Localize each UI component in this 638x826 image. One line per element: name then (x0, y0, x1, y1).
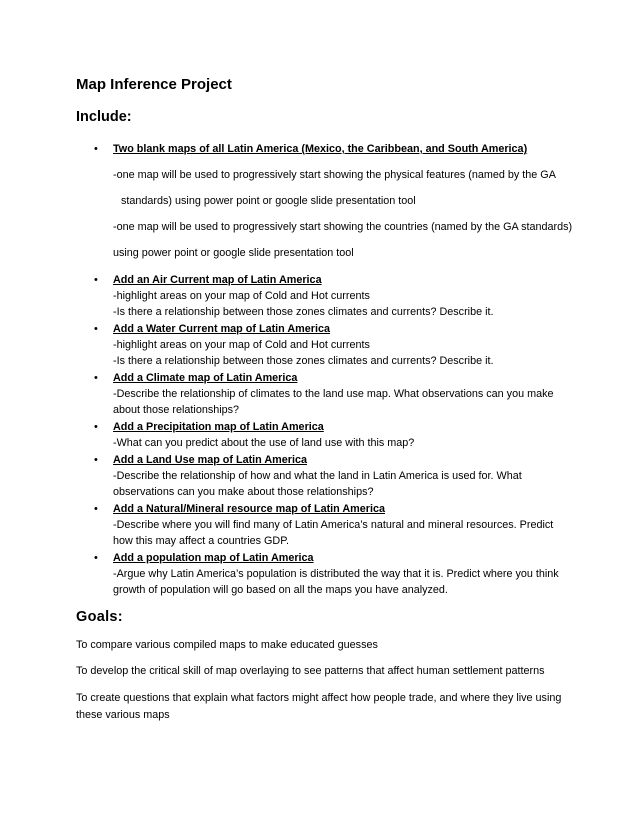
bullet-icon: • (94, 503, 98, 515)
list-item-text: standards) using power point or google slide presentation tool (121, 195, 416, 207)
list-item-text: using power point or google slide presentation tool (113, 247, 354, 259)
bullet-icon: • (94, 274, 98, 286)
list-item-body (113, 141, 573, 261)
list-item-text: -Argue why Latin America’s population is distributed the way that it is. Predict where you think (113, 568, 559, 580)
document-title: Map Inference Project (76, 76, 232, 93)
list-item-text: -Describe where you will find many of Latin America’s natural and mineral resources. Predict (113, 519, 554, 531)
list-item-body (113, 501, 573, 549)
list-item-text: -Describe the relationship of how and what the land in Latin America is used for. What (113, 470, 522, 482)
goal-text: To create questions that explain what factors might affect how people trade, and where they live using (76, 692, 562, 704)
list-item-heading: Add an Air Current map of Latin America (113, 274, 322, 286)
list-item-body (113, 321, 573, 369)
list-item-body (113, 272, 573, 320)
list-item-text: growth of population will go based on all the maps you have analyzed. (113, 584, 448, 596)
list-item-text: -highlight areas on your map of Cold and Hot currents (113, 290, 370, 302)
list-item-body (113, 452, 573, 500)
bullet-icon: • (94, 454, 98, 466)
list-item-text: -Is there a relationship between those zones climates and currents? Describe it. (113, 306, 494, 318)
list-item-text: -What can you predict about the use of land use with this map? (113, 437, 415, 449)
goal-text: these various maps (76, 709, 170, 721)
list-item-text: -highlight areas on your map of Cold and Hot currents (113, 339, 370, 351)
include-heading: Include: (76, 109, 132, 125)
list-item-heading: Add a Land Use map of Latin America (113, 454, 307, 466)
bullet-icon: • (94, 372, 98, 384)
list-item-body (113, 370, 573, 418)
list-item-heading: Add a population map of Latin America (113, 552, 314, 564)
bullet-icon: • (94, 143, 98, 155)
goal-text: To develop the critical skill of map overlaying to see patterns that affect human settlement patterns (76, 665, 545, 677)
list-item-text: -one map will be used to progressively start showing the physical features (named by the GA (113, 169, 556, 181)
goals-heading: Goals: (76, 609, 123, 625)
list-item-heading: Add a Water Current map of Latin America (113, 323, 330, 335)
list-item-heading: Add a Precipitation map of Latin America (113, 421, 324, 433)
bullet-icon: • (94, 552, 98, 564)
list-item-text: how this may affect a countries GDP. (113, 535, 290, 547)
list-item-text: -Is there a relationship between those zones climates and currents? Describe it. (113, 355, 494, 367)
list-item-heading: Add a Climate map of Latin America (113, 372, 298, 384)
list-item-heading: Add a Natural/Mineral resource map of Latin America (113, 503, 385, 515)
list-item-heading: Two blank maps of all Latin America (Mexico, the Caribbean, and South America) (113, 143, 528, 155)
list-item-text: about those relationships? (113, 404, 240, 416)
list-item-body (113, 419, 573, 451)
list-item-text: observations can you make about those relationships? (113, 486, 374, 498)
list-item-body (113, 550, 573, 598)
bullet-icon: • (94, 323, 98, 335)
bullet-icon: • (94, 421, 98, 433)
goal-text: To compare various compiled maps to make educated guesses (76, 639, 378, 651)
list-item-text: -Describe the relationship of climates to the land use map. What observations can you make (113, 388, 554, 400)
list-item-text: -one map will be used to progressively start showing the countries (named by the GA standards) (113, 221, 573, 233)
